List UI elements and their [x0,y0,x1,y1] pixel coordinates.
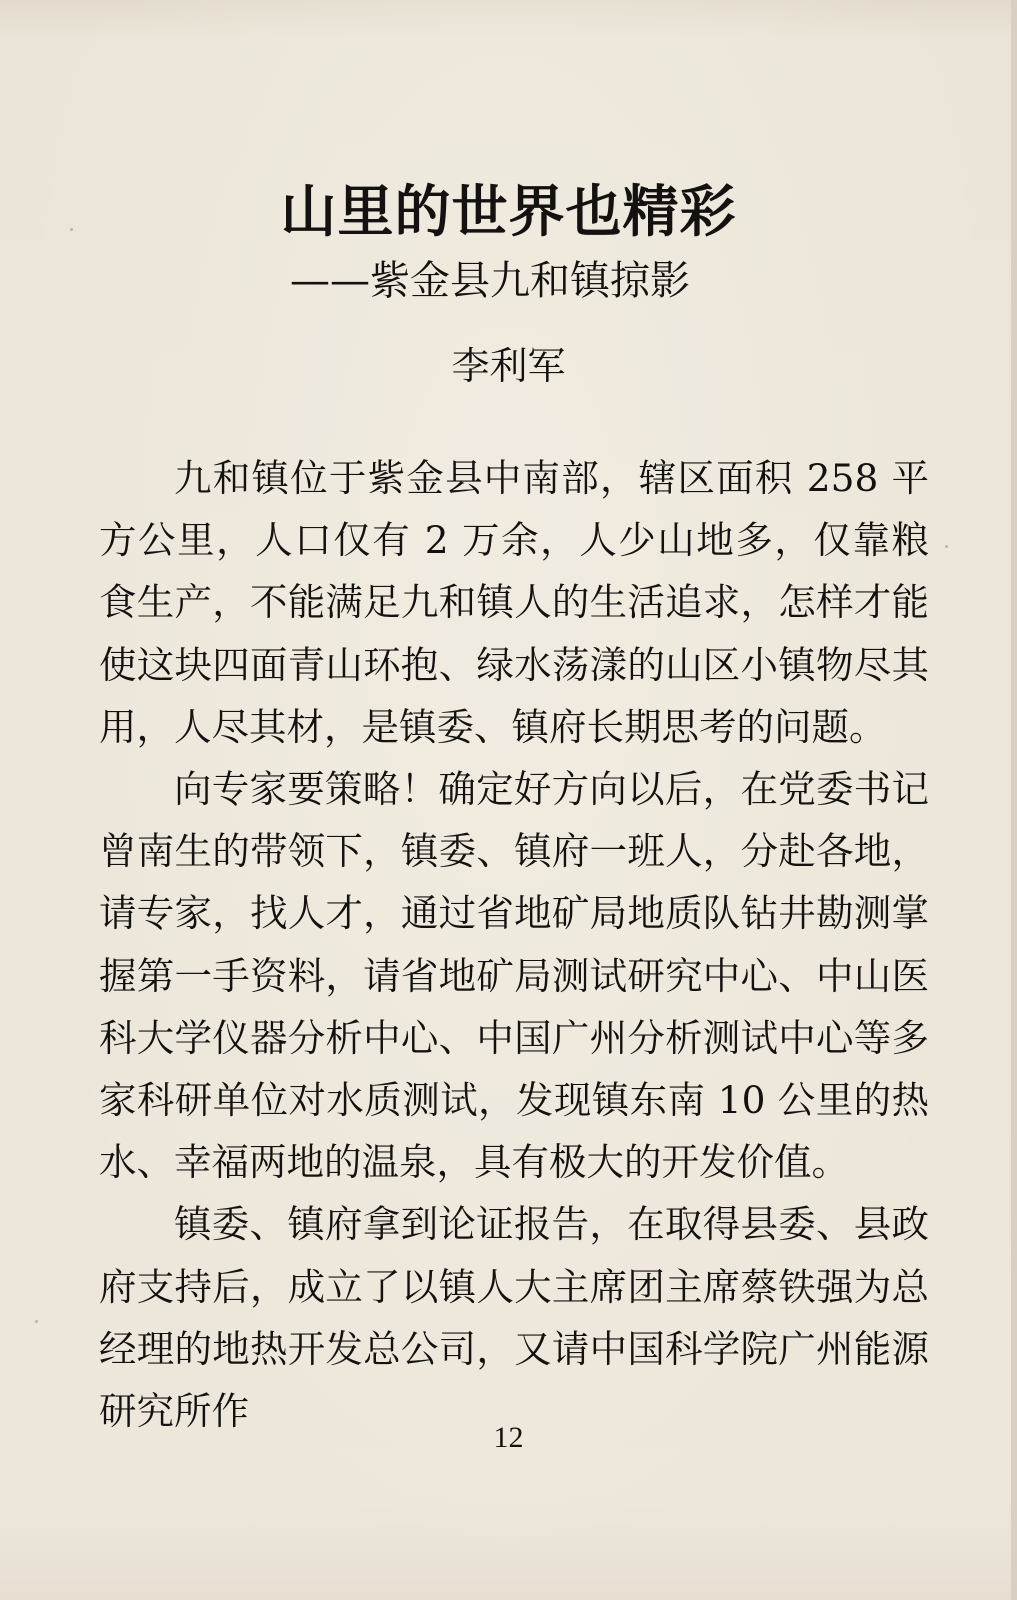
paper-speck [35,1320,38,1323]
article-subtitle: ——紫金县九和镇掠影 [290,258,690,304]
paragraph: 镇委、镇府拿到论证报告，在取得县委、县政府支持后，成立了以镇人大主席团主席蔡铁强为总经理的地热开发总公司，又请中国科学院广州能源研究所作 [99,1202,929,1434]
article-title: 山里的世界也精彩 [280,179,737,245]
article-author: 李利军 [451,344,566,388]
paper-speck [945,545,948,548]
page-number: 12 [493,1421,524,1454]
paragraph: 九和镇位于紫金县中南部，辖区面积 258 平方公里，人口仅有 2 万余，人少山地多，仅靠粮食生产，不能满足九和镇人的生活追求，怎样才能使这块四面青山环抱、绿水荡漾的山区小镇物尽其用，人尽其材，是镇委、镇府长期思考的问题。 [99,456,929,749]
article-body [99,447,929,1442]
paragraph: 向专家要策略！确定好方向以后，在党委书记曾南生的带领下，镇委、镇府一班人，分赴各地，请专家，找人才，通过省地矿局地质队钻井勘测掌握第一手资料，请省地矿局测试研究中心、中山医科大学仪器分析中心、中国广州分析测试中心等多家科研单位对水质测试，发现镇东南 10 公里的热水、幸福两地的温泉，具有极大的开发价值。 [99,767,929,1185]
